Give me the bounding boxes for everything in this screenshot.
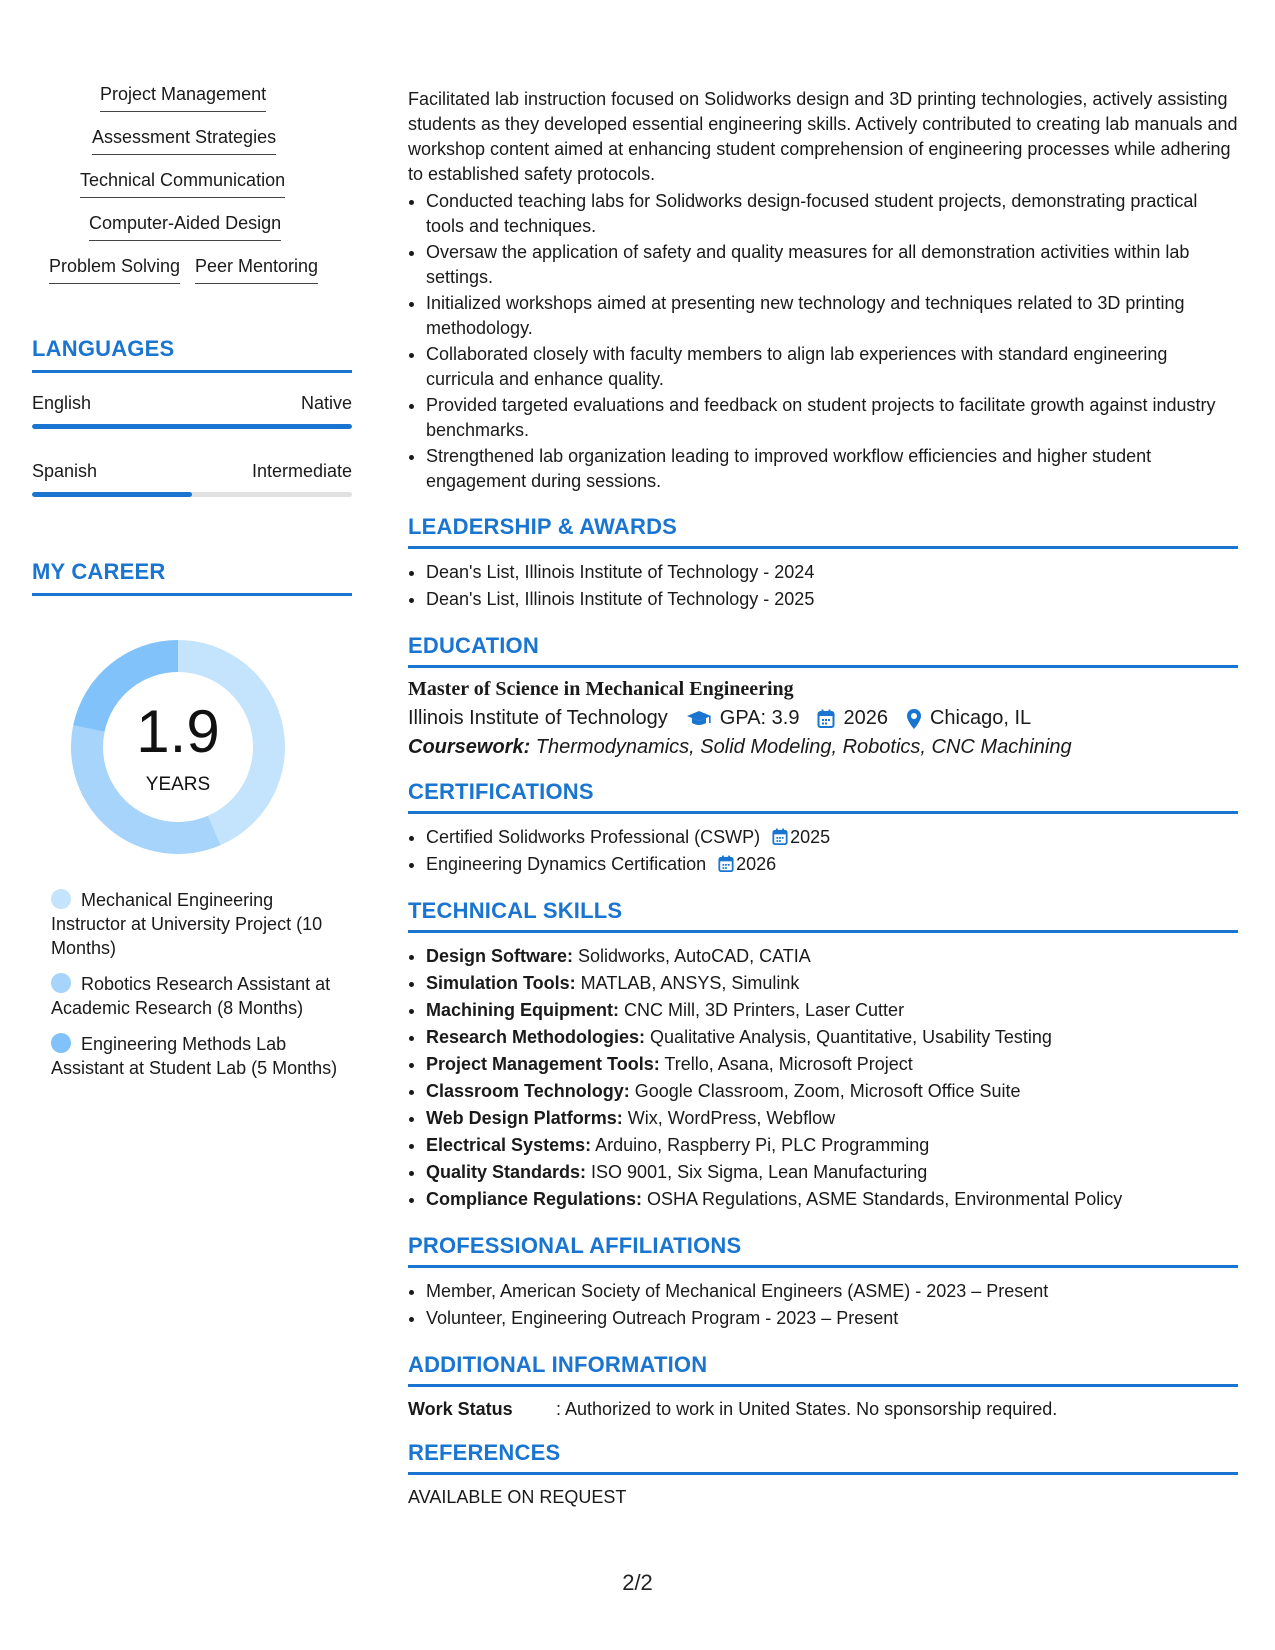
certifications-section: [408, 779, 1238, 878]
skill-tag: Computer-Aided Design: [89, 213, 281, 241]
graduation-year: 2026: [843, 707, 888, 729]
additional-info-section: [408, 1352, 1238, 1420]
skill-value: MATLAB, ANSYS, Simulink: [575, 973, 800, 993]
certification-year: 2026: [736, 854, 777, 874]
education-details: [408, 707, 1238, 730]
award-item: • Dean's List, Illinois Institute of Technology - 2024: [426, 559, 1238, 586]
skill-label: Compliance Regulations:: [426, 1189, 643, 1209]
work-status-label: Work Status: [408, 1399, 513, 1419]
skill-value: OSHA Regulations, ASME Standards, Environmental Policy: [642, 1189, 1123, 1209]
career-legend-item: [51, 888, 341, 960]
experience-intro: Facilitated lab instruction focused on Solidworks design and 3D printing technologies, actively assisting students as they developed essential engineering skills. Actively contributed to creating lab manuals and workshop content aimed at enhancing student comprehension of engineering processes while adhering to established safety protocols.: [408, 89, 1238, 184]
affiliation-item: • Volunteer, Engineering Outreach Program - 2023 – Present: [426, 1305, 1238, 1332]
career-donut-chart: [65, 634, 291, 860]
skill-value: Arduino, Raspberry Pi, PLC Programming: [591, 1135, 930, 1155]
certification-name: Engineering Dynamics Certification: [426, 854, 707, 874]
languages-section: [32, 336, 352, 497]
gpa-value: GPA: 3.9: [719, 707, 800, 729]
career-legend-text: Robotics Research Assistant at Academic Research (8 Months): [51, 974, 331, 1018]
skill-tag: Project Management: [100, 84, 266, 112]
affiliation-item: • Member, American Society of Mechanical Engineers (ASME) - 2023 – Present: [426, 1278, 1238, 1305]
language-item: [32, 393, 352, 429]
skill-item: [426, 1051, 1238, 1078]
references-text: AVAILABLE ON REQUEST: [408, 1487, 627, 1507]
legend-dot-icon: [51, 1033, 71, 1053]
skill-item: [426, 997, 1238, 1024]
career-legend-item: [51, 1032, 341, 1080]
coursework-line: [408, 736, 1238, 759]
affiliations-title: PROFESSIONAL AFFILIATIONS: [408, 1233, 1238, 1268]
school-name: Illinois Institute of Technology: [408, 707, 668, 729]
career-legend-text: Engineering Methods Lab Assistant at Student Lab (5 Months): [51, 1034, 338, 1078]
experience-bullet: • Initialized workshops aimed at presenting new technology and techniques related to 3D printing methodology.: [426, 291, 1238, 341]
education-title: EDUCATION: [408, 633, 1238, 668]
language-progress-fill: [32, 492, 192, 497]
affiliations-section: [408, 1233, 1238, 1332]
skill-label: Web Design Platforms:: [426, 1108, 623, 1128]
coursework-list: Thermodynamics, Solid Modeling, Robotics, CNC Machining: [530, 736, 1072, 758]
skill-value: Wix, WordPress, Webflow: [622, 1108, 836, 1128]
location-pin-icon: [906, 708, 922, 730]
technical-skills-section: [408, 898, 1238, 1213]
career-legend: [51, 888, 341, 1080]
skill-label: Simulation Tools:: [426, 973, 576, 993]
work-status-row: [408, 1399, 1238, 1420]
language-item: [32, 461, 352, 497]
skill-item: [426, 1024, 1238, 1051]
skill-tags: [32, 84, 352, 302]
skill-value: Google Classroom, Zoom, Microsoft Office Suite: [629, 1081, 1021, 1101]
additional-info-title: ADDITIONAL INFORMATION: [408, 1352, 1238, 1387]
page-number: 2/2: [622, 1570, 653, 1595]
award-item: • Dean's List, Illinois Institute of Technology - 2025: [426, 586, 1238, 613]
skill-tag: Assessment Strategies: [92, 127, 276, 155]
calendar-icon: [718, 855, 734, 873]
skill-item: [426, 943, 1238, 970]
certification-item: [426, 851, 1238, 878]
certification-year: 2025: [790, 827, 831, 847]
career-legend-text: Mechanical Engineering Instructor at University Project (10 Months): [51, 890, 323, 958]
calendar-icon: [772, 828, 788, 846]
skill-item: [426, 1105, 1238, 1132]
coursework-label: Coursework:: [408, 736, 531, 758]
legend-dot-icon: [51, 889, 71, 909]
skill-label: Classroom Technology:: [426, 1081, 630, 1101]
experience-bullet: • Collaborated closely with faculty members to align lab experiences with standard engineering curricula and enhance quality.: [426, 342, 1238, 392]
experience-bullet: • Conducted teaching labs for Solidworks design-focused student projects, demonstrating practical tools and techniques.: [426, 189, 1238, 239]
language-progress-bar: [32, 424, 352, 429]
language-progress-fill: [32, 424, 352, 429]
experience-bullet: • Provided targeted evaluations and feedback on student projects to facilitate growth against industry benchmarks.: [426, 393, 1238, 443]
skill-item: [426, 1078, 1238, 1105]
language-level: Intermediate: [251, 461, 352, 481]
skill-item: [426, 1186, 1238, 1213]
education-section: [408, 633, 1238, 759]
skill-item: [426, 1159, 1238, 1186]
legend-dot-icon: [51, 973, 71, 993]
technical-skills-title: TECHNICAL SKILLS: [408, 898, 1238, 933]
skill-label: Research Methodologies:: [426, 1027, 646, 1047]
career-title: MY CAREER: [32, 559, 352, 596]
skill-value: Qualitative Analysis, Quantitative, Usability Testing: [645, 1027, 1052, 1047]
skill-tag: Peer Mentoring: [195, 256, 318, 284]
career-total-unit: YEARS: [145, 774, 211, 795]
skill-tag: Problem Solving: [49, 256, 180, 284]
references-title: REFERENCES: [408, 1440, 1238, 1475]
language-level: Native: [300, 393, 352, 413]
skill-value: Solidworks, AutoCAD, CATIA: [573, 946, 811, 966]
degree-title: Master of Science in Mechanical Engineering: [408, 678, 794, 700]
skill-item: [426, 1132, 1238, 1159]
languages-title: LANGUAGES: [32, 336, 352, 373]
right-column: [408, 87, 1238, 1508]
skill-label: Design Software:: [426, 946, 574, 966]
leadership-section: [408, 514, 1238, 613]
calendar-icon: [817, 709, 835, 729]
graduation-cap-icon: [686, 710, 712, 728]
language-name: Spanish: [32, 461, 98, 481]
experience-bullet: • Strengthened lab organization leading to improved workflow efficiencies and higher student engagement during sessions.: [426, 444, 1238, 494]
career-section: [32, 559, 352, 1080]
language-name: English: [32, 393, 92, 413]
experience-bullets: [408, 189, 1238, 494]
skill-label: Machining Equipment:: [426, 1000, 619, 1020]
career-total-years: 1.9: [136, 698, 220, 765]
language-progress-bar: [32, 492, 352, 497]
skill-value: ISO 9001, Six Sigma, Lean Manufacturing: [586, 1162, 928, 1182]
certifications-title: CERTIFICATIONS: [408, 779, 1238, 814]
skill-label: Electrical Systems:: [426, 1135, 592, 1155]
career-legend-item: [51, 972, 341, 1020]
school-location: Chicago, IL: [929, 707, 1032, 729]
skill-value: CNC Mill, 3D Printers, Laser Cutter: [619, 1000, 905, 1020]
skill-item: [426, 970, 1238, 997]
certification-name: Certified Solidworks Professional (CSWP): [426, 827, 761, 847]
work-status-value: : Authorized to work in United States. No sponsorship required.: [556, 1399, 1058, 1419]
experience-bullet: • Oversaw the application of safety and quality measures for all demonstration activities within lab settings.: [426, 240, 1238, 290]
certification-item: [426, 824, 1238, 851]
left-column: [32, 84, 352, 1092]
skill-label: Project Management Tools:: [426, 1054, 660, 1074]
skill-value: Trello, Asana, Microsoft Project: [659, 1054, 913, 1074]
leadership-title: LEADERSHIP & AWARDS: [408, 514, 1238, 549]
skill-tag: Technical Communication: [80, 170, 285, 198]
skill-label: Quality Standards:: [426, 1162, 587, 1182]
references-section: [408, 1440, 1238, 1508]
